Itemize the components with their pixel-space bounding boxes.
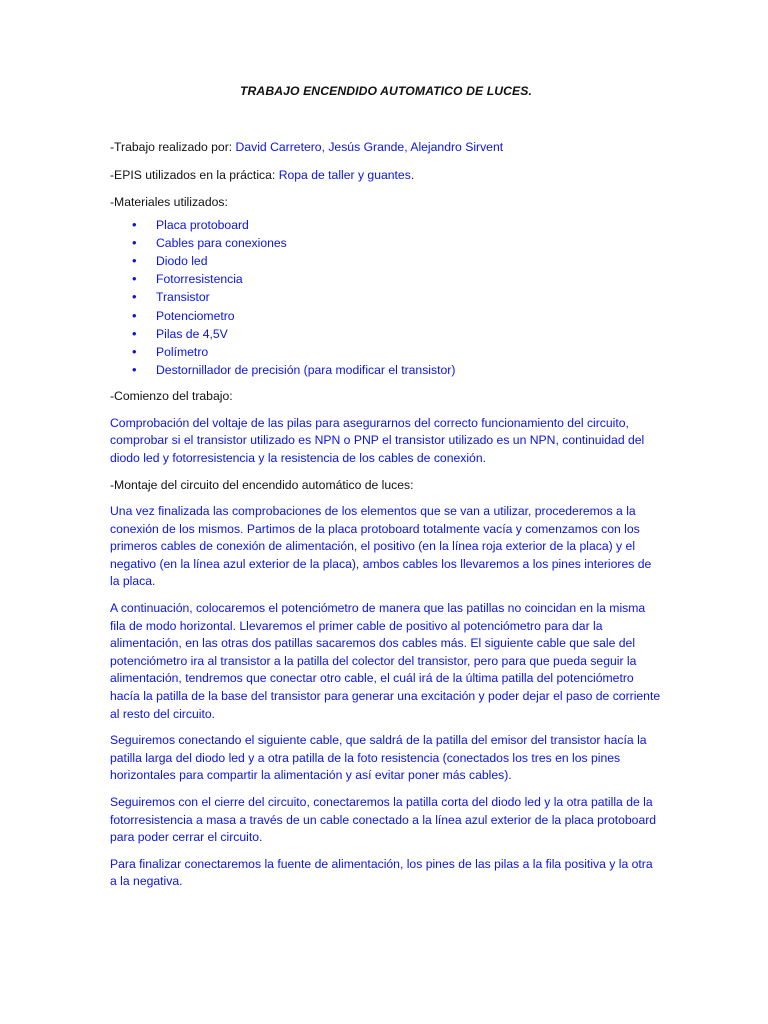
authors-label: -Trabajo realizado por:	[110, 140, 236, 154]
epis-line	[110, 167, 662, 185]
list-item	[110, 288, 662, 306]
bullet-icon: •	[132, 325, 137, 341]
list-item	[110, 234, 662, 252]
list-item	[110, 343, 662, 361]
assembly-paragraph: A continuación, colocaremos el potenciómetro de manera que las patillas no coincidan en la misma fila de modo horizontal. Llevaremos el primer cable de positivo al potenciómetro para dar la alimentación, en las otras dos patillas sacaremos dos cables más. El siguiente cable que sale del potenciómetro ira al transistor a la patilla del colector del transistor, pero para que pueda seguir la alimentación, tendremos que conectar otro cable, el cuál irá de la última patilla del potenciómetro hacía la patilla de la base del transistor para generar una excitación y poder dejar el paso de corriente al resto del circuito.	[110, 601, 661, 721]
bullet-icon: •	[132, 216, 137, 232]
epis-value: Ropa de taller y guantes	[278, 167, 411, 182]
list-item-label: Potenciometro	[156, 308, 235, 323]
materials-label: -Materiales utilizados:	[110, 195, 228, 209]
list-item	[110, 361, 662, 379]
list-item	[110, 216, 662, 234]
list-item-label: Transistor	[156, 290, 210, 305]
bullet-icon: •	[132, 271, 137, 287]
list-item	[110, 325, 662, 343]
assembly-label: -Montaje del circuito del encendido automático de luces:	[110, 477, 414, 492]
bullet-icon: •	[132, 234, 137, 250]
document-title: TRABAJO ENCENDIDO AUTOMATICO DE LUCES.	[239, 84, 533, 98]
bullet-icon: •	[132, 343, 137, 359]
list-item-label: Polímetro	[156, 344, 209, 359]
assembly-paragraph: Para finalizar conectaremos la fuente de alimentación, los pines de las pilas a la fila positiva y la otra a la negativa.	[110, 856, 653, 889]
list-item-label: Pilas de 4,5V	[156, 326, 228, 341]
document-page	[110, 84, 662, 900]
epis-label: -EPIS utilizados en la práctica:	[110, 167, 279, 182]
bullet-icon: •	[132, 289, 137, 305]
list-item	[110, 307, 662, 325]
list-item-label: Cables para conexiones	[156, 235, 287, 250]
start-label: -Comienzo del trabajo:	[110, 389, 233, 404]
start-paragraph: Comprobación del voltaje de las pilas para asegurarnos del correcto funcionamiento del circuito, comprobar si el transistor utilizado es NPN o PNP el transistor utilizado es un NPN, continuidad del diodo led y fotorresistencia y la resistencia de los cables de conexión.	[110, 415, 645, 466]
assembly-paragraph: Seguiremos conectando el siguiente cable, que saldrá de la patilla del emisor del transistor hacía la patilla larga del diodo led y a otra patilla de la foto resistencia (conectados los tres en los pines horizontales para compartir la alimentación y así evitar poner más cables).	[110, 733, 647, 783]
list-item-label: Placa protoboard	[156, 217, 249, 232]
assembly-paragraph: Una vez finalizada las comprobaciones de los elementos que se van a utilizar, procederemos a la conexión de los mismos. Partimos de la placa protoboard totalmente vacía y comenzamos con los primeros cables de conexión de alimentación, el positivo (en la línea roja exterior de la placa) y el negativo (en la línea azul exterior de la placa), ambos cables los llevaremos a los pines interiores de la placa.	[110, 504, 652, 589]
authors-value: David Carretero, Jesús Grande, Alejandro Sirvent	[235, 140, 504, 154]
epis-period: .	[410, 167, 415, 182]
list-item	[110, 270, 662, 288]
bullet-icon: •	[132, 307, 137, 323]
list-item-label: Destornillador de precisión (para modificar el transistor)	[156, 363, 456, 378]
bullet-icon: •	[132, 252, 137, 268]
bullet-icon: •	[132, 362, 137, 378]
list-item-label: Fotorresistencia	[156, 272, 243, 287]
materials-list	[110, 216, 662, 380]
list-item-label: Diodo led	[156, 253, 208, 268]
assembly-paragraph: Seguiremos con el cierre del circuito, conectaremos la patilla corta del diodo led y la otra patilla de la fotorresistencia a masa a través de un cable conectado a la línea azul exterior de la placa protoboard para poder cerrar el circuito.	[110, 795, 657, 845]
list-item	[110, 252, 662, 270]
authors-line	[110, 139, 662, 157]
